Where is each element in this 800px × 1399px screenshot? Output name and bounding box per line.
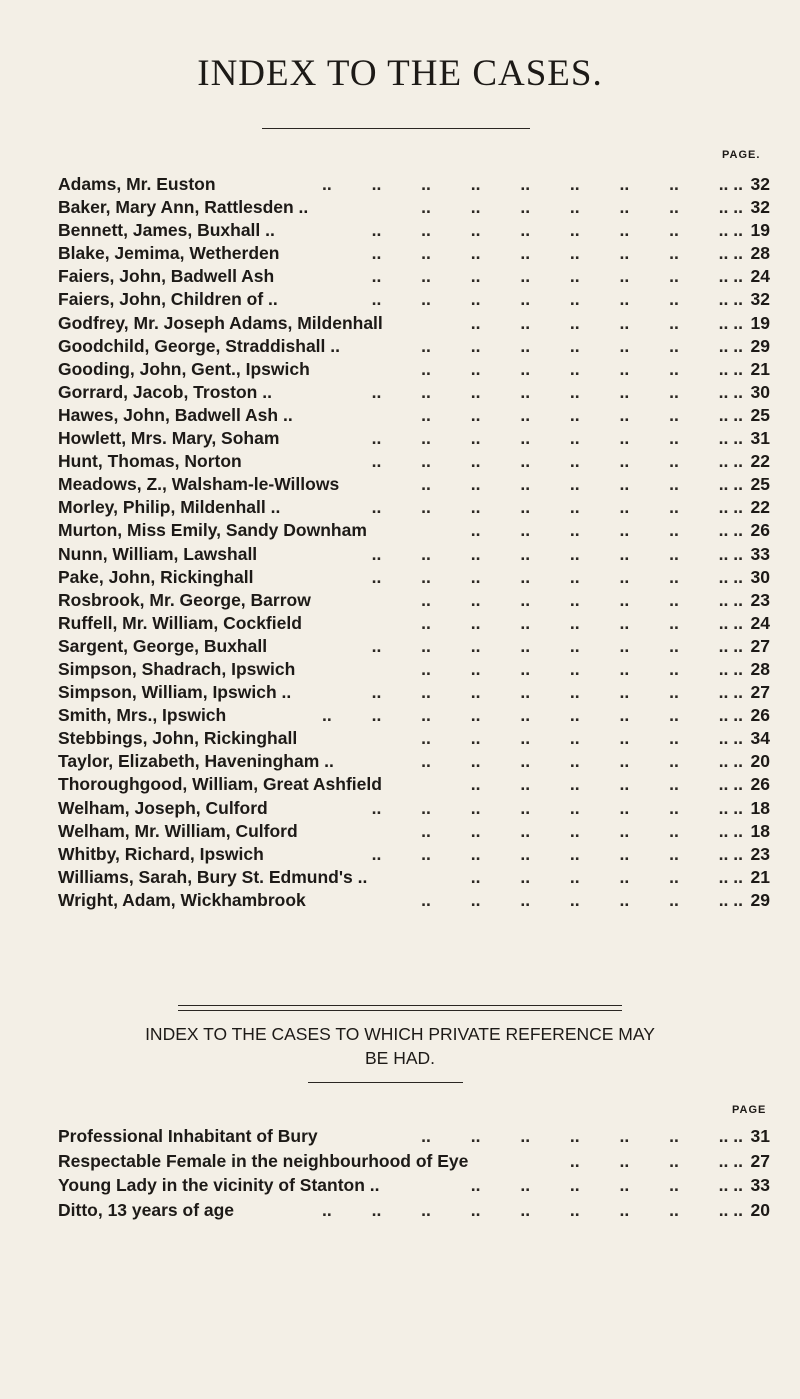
case-name: Pake, John, Rickinghall (58, 566, 254, 587)
case-name: Godfrey, Mr. Joseph Adams, Mildenhall (58, 312, 383, 333)
case-page: 32 (750, 197, 770, 218)
case-name: Welham, Mr. William, Culford (58, 820, 298, 841)
leader-dots: .. .. .. .. .. .. .. .. .. (371, 797, 743, 818)
leader-dots: .. .. .. .. .. .. .. .. .. (371, 381, 743, 402)
private-cases-list (58, 1124, 770, 1222)
list-item (58, 750, 770, 773)
leader-dots: .. .. .. .. .. .. .. (470, 774, 743, 795)
case-name: Goodchild, George, Straddishall .. (58, 335, 340, 356)
leader-dots: .. .. .. .. .. .. .. .. (421, 589, 743, 610)
list-item (58, 219, 770, 242)
case-page: 19 (750, 312, 770, 333)
leader-dots: .. .. .. .. .. .. .. (470, 520, 743, 541)
leader-dots: .. .. .. .. .. .. .. .. (421, 474, 743, 495)
case-page: 30 (750, 381, 770, 402)
section-divider (178, 1005, 622, 1011)
list-item (58, 265, 770, 288)
case-page: 34 (750, 728, 770, 749)
case-name: Wright, Adam, Wickhambrook (58, 889, 306, 910)
leader-dots: .. .. .. .. .. .. .. .. (421, 404, 743, 425)
case-name: Stebbings, John, Rickinghall (58, 728, 298, 749)
leader-dots: .. .. .. .. .. .. .. (470, 312, 743, 333)
leader-dots: .. .. .. .. .. .. .. .. .. (371, 289, 743, 310)
case-name: Meadows, Z., Walsham-le-Willows (58, 474, 340, 495)
leader-dots: .. .. .. .. .. .. .. .. .. (371, 682, 743, 703)
case-page: 31 (750, 428, 770, 449)
leader-dots: .. .. .. .. .. .. .. .. .. .. (322, 1199, 743, 1220)
case-name: Ditto, 13 years of age (58, 1199, 235, 1220)
list-item (58, 335, 770, 358)
case-name: Hunt, Thomas, Norton (58, 451, 242, 472)
list-item (58, 820, 770, 843)
case-name: Rosbrook, Mr. George, Barrow (58, 589, 311, 610)
case-page: 28 (750, 243, 770, 264)
case-name: Sargent, George, Buxhall (58, 635, 268, 656)
case-name: Simpson, William, Ipswich .. (58, 682, 292, 703)
list-item (58, 681, 770, 704)
case-page: 26 (750, 774, 770, 795)
list-item (58, 1198, 770, 1223)
case-page: 32 (750, 289, 770, 310)
list-item (58, 589, 770, 612)
page-column-header: PAGE. (722, 149, 761, 161)
list-item (58, 404, 770, 427)
case-page: 24 (750, 612, 770, 633)
case-page: 28 (750, 658, 770, 679)
list-item (58, 797, 770, 820)
case-page: 21 (750, 866, 770, 887)
case-page: 29 (750, 889, 770, 910)
list-item (58, 1149, 770, 1174)
case-name: Adams, Mr. Euston (58, 174, 216, 194)
leader-dots: .. .. .. .. .. .. .. .. .. (371, 566, 743, 587)
case-name: Baker, Mary Ann, Rattlesden .. (58, 197, 309, 218)
list-item (58, 704, 770, 727)
leader-dots: .. .. .. .. .. .. .. .. .. (371, 428, 743, 449)
list-item (58, 288, 770, 311)
leader-dots: .. .. .. .. .. .. .. .. (421, 728, 743, 749)
leader-dots: .. .. .. .. .. .. .. .. (421, 358, 743, 379)
list-item (58, 889, 770, 912)
case-page: 23 (750, 843, 770, 864)
case-page: 18 (750, 820, 770, 841)
case-name: Hawes, John, Badwell Ash .. (58, 404, 293, 425)
list-item (58, 1124, 770, 1149)
case-name: Bennett, James, Buxhall .. (58, 220, 275, 241)
list-item (58, 473, 770, 496)
case-name: Gooding, John, Gent., Ipswich (58, 358, 310, 379)
leader-dots: .. .. .. .. .. .. .. .. .. (371, 843, 743, 864)
leader-dots: .. .. .. .. .. .. .. .. (421, 751, 743, 772)
leader-dots: .. .. .. .. .. .. .. .. .. .. (322, 174, 743, 194)
case-name: Nunn, William, Lawshall (58, 543, 258, 564)
case-page: 29 (750, 335, 770, 356)
case-name: Blake, Jemima, Wetherden (58, 243, 280, 264)
leader-dots: .. .. .. .. .. .. .. .. .. (371, 543, 743, 564)
list-item (58, 843, 770, 866)
private-page-column-header: PAGE (732, 1104, 767, 1116)
list-item (58, 866, 770, 889)
private-title-line-2: BE HAD. (364, 1048, 436, 1068)
title-rule (262, 128, 530, 129)
list-item (58, 427, 770, 450)
case-page: 25 (750, 404, 770, 425)
case-name: Murton, Miss Emily, Sandy Downham (58, 520, 367, 541)
case-name: Welham, Joseph, Culford (58, 797, 268, 818)
case-name: Faiers, John, Badwell Ash (58, 266, 275, 287)
case-page: 21 (750, 358, 770, 379)
leader-dots: .. .. .. .. .. .. .. .. .. (371, 635, 743, 656)
case-page: 20 (750, 751, 770, 772)
list-item (58, 727, 770, 750)
case-page: 27 (750, 635, 770, 656)
list-item (58, 450, 770, 473)
leader-dots: .. .. .. .. .. .. .. .. (421, 1126, 743, 1146)
list-item (58, 566, 770, 589)
list-item (58, 358, 770, 381)
case-page: 22 (750, 497, 770, 518)
case-name: Ruffell, Mr. William, Cockfield (58, 612, 302, 633)
case-name: Young Lady in the vicinity of Stanton .. (58, 1175, 380, 1195)
case-page: 22 (750, 451, 770, 472)
case-page: 19 (750, 220, 770, 241)
case-page: 23 (750, 589, 770, 610)
case-page: 20 (750, 1199, 770, 1220)
leader-dots: .. .. .. .. .. .. .. .. (421, 197, 743, 218)
leader-dots: .. .. .. .. .. .. .. (470, 1175, 743, 1195)
case-name: Respectable Female in the neighbourhood of Eye (58, 1150, 469, 1171)
leader-dots: .. .. .. .. .. .. .. .. (421, 889, 743, 910)
case-name: Simpson, Shadrach, Ipswich (58, 658, 296, 679)
leader-dots: .. .. .. .. .. .. .. .. (421, 612, 743, 633)
leader-dots: .. .. .. .. .. .. .. .. .. .. (322, 705, 743, 726)
list-item (58, 635, 770, 658)
case-page: 30 (750, 566, 770, 587)
leader-dots: .. .. .. .. .. .. .. .. (421, 658, 743, 679)
private-index-title (0, 1022, 800, 1070)
leader-dots: .. .. .. .. .. .. .. .. (421, 335, 743, 356)
case-page: 25 (750, 474, 770, 495)
leader-dots: .. .. .. .. .. .. .. (470, 866, 743, 887)
case-name: Faiers, John, Children of .. (58, 289, 278, 310)
case-name: Thoroughgood, William, Great Ashfield (58, 774, 382, 795)
case-page: 18 (750, 797, 770, 818)
leader-dots: .. .. .. .. .. .. .. .. (421, 820, 743, 841)
case-name: Professional Inhabitant of Bury (58, 1126, 318, 1146)
case-page: 31 (750, 1126, 770, 1146)
case-page: 26 (750, 520, 770, 541)
leader-dots: .. .. .. .. .. .. .. .. .. (371, 451, 743, 472)
case-name: Gorrard, Jacob, Troston .. (58, 381, 272, 402)
case-name: Morley, Philip, Mildenhall .. (58, 497, 281, 518)
list-item (58, 173, 770, 196)
case-page: 32 (750, 174, 770, 194)
leader-dots: .. .. .. .. .. .. .. .. .. (371, 497, 743, 518)
leader-dots: .. .. .. .. .. .. .. .. .. (371, 220, 743, 241)
list-item (58, 1173, 770, 1198)
list-item (58, 612, 770, 635)
case-page: 26 (750, 705, 770, 726)
list-item (58, 381, 770, 404)
list-item (58, 543, 770, 566)
leader-dots: .. .. .. .. .. .. .. .. .. (371, 266, 743, 287)
page-title: INDEX TO THE CASES. (197, 53, 603, 94)
list-item (58, 519, 770, 542)
case-page: 24 (750, 266, 770, 287)
leader-dots: .. .. .. .. .. (569, 1150, 743, 1171)
case-page: 27 (750, 1150, 770, 1171)
list-item (58, 196, 770, 219)
list-item (58, 773, 770, 796)
case-name: Taylor, Elizabeth, Haveningham .. (58, 751, 334, 772)
case-name: Howlett, Mrs. Mary, Soham (58, 428, 280, 449)
leader-dots: .. .. .. .. .. .. .. .. .. (371, 243, 743, 264)
case-name: Smith, Mrs., Ipswich (58, 705, 227, 726)
private-title-rule (308, 1082, 463, 1083)
list-item (58, 496, 770, 519)
list-item (58, 312, 770, 335)
list-item (58, 658, 770, 681)
case-page: 33 (750, 543, 770, 564)
case-name: Whitby, Richard, Ipswich (58, 843, 264, 864)
case-name: Williams, Sarah, Bury St. Edmund's .. (58, 866, 368, 887)
case-page: 33 (750, 1175, 770, 1195)
private-title-line-1: INDEX TO THE CASES TO WHICH PRIVATE REFERENCE MAY (145, 1024, 655, 1044)
cases-list (58, 173, 770, 912)
list-item (58, 242, 770, 265)
case-page: 27 (750, 682, 770, 703)
